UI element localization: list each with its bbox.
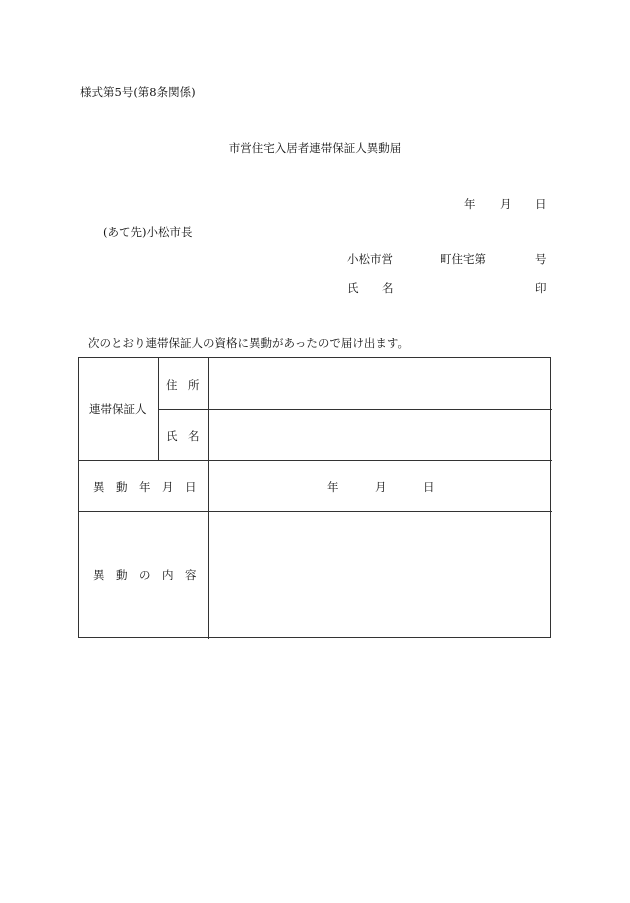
guarantor-address-label-1: 住 [166, 378, 178, 392]
column-divider [208, 358, 209, 639]
form-table [78, 357, 551, 638]
change-content-label-char: 内 [162, 568, 174, 582]
change-date-label-char: 動 [116, 480, 128, 494]
change-date-label-char: 月 [162, 480, 174, 494]
date-year-label: 年 [464, 197, 476, 211]
intro-text: 次のとおり連帯保証人の資格に異動があったので届け出ます。 [88, 336, 409, 350]
seal-label: 印 [535, 281, 547, 295]
applicant-address-line [0, 254, 630, 268]
change-content-label-char: 異 [93, 568, 105, 582]
name-label-1: 氏 [347, 281, 359, 295]
address-prefix: 小松市営 [347, 252, 393, 266]
addressee: (あて先)小松市長 [103, 225, 193, 239]
guarantor-label: 連帯保証人 [89, 402, 147, 416]
date-day-label: 日 [535, 197, 547, 211]
change-content-label-char: の [139, 568, 151, 582]
change-content-label-char: 容 [185, 568, 197, 582]
guarantor-address-label-2: 所 [188, 378, 200, 392]
date-month-label: 月 [500, 197, 512, 211]
row-divider [158, 409, 552, 410]
submission-date-line [0, 199, 630, 213]
row-divider [79, 460, 552, 461]
form-number: 様式第5号(第8条関係) [80, 85, 196, 99]
document-title: 市営住宅入居者連帯保証人異動届 [228, 141, 402, 155]
address-suffix: 号 [535, 252, 547, 266]
change-date-label-char: 日 [185, 480, 197, 494]
name-label-2: 名 [382, 281, 394, 295]
guarantor-name-field[interactable] [213, 416, 547, 454]
change-date-year: 年 [327, 480, 339, 494]
guarantor-name-label-1: 氏 [166, 429, 178, 443]
guarantor-name-label-2: 名 [188, 429, 200, 443]
applicant-name-line [0, 283, 630, 297]
guarantor-address-field[interactable] [213, 366, 547, 404]
row-divider [79, 511, 552, 512]
change-date-label-char: 異 [93, 480, 105, 494]
change-date-day: 日 [423, 480, 435, 494]
change-date-month: 月 [375, 480, 387, 494]
change-content-label-char: 動 [116, 568, 128, 582]
address-middle: 町住宅第 [440, 252, 486, 266]
change-content-field[interactable] [213, 518, 547, 633]
column-divider [158, 358, 159, 460]
change-date-label-char: 年 [139, 480, 151, 494]
